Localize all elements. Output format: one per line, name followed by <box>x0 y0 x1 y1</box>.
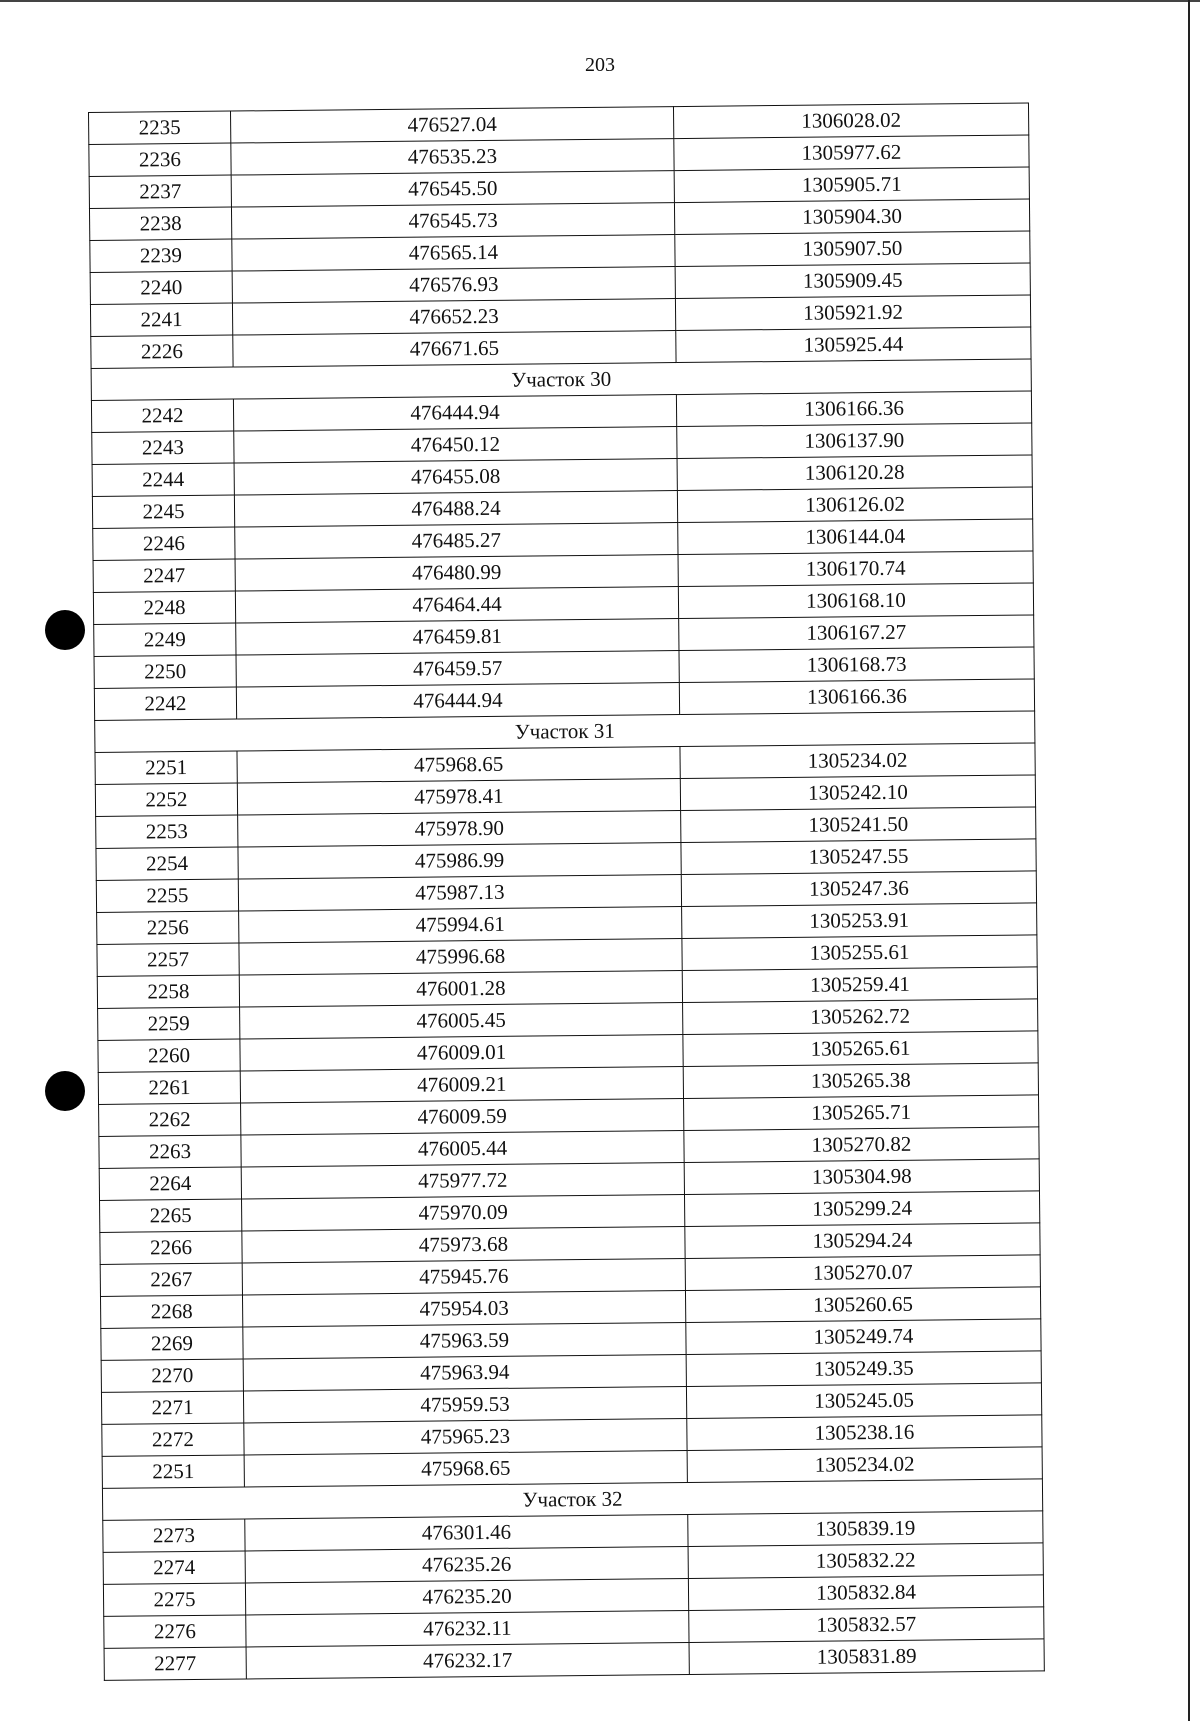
point-number-cell: 2252 <box>95 783 237 816</box>
x-coordinate-cell: 475970.09 <box>242 1195 685 1231</box>
point-number-cell: 2272 <box>102 1423 244 1456</box>
point-number-cell: 2241 <box>90 303 232 336</box>
point-number-cell: 2277 <box>104 1647 246 1680</box>
point-number-cell: 2242 <box>91 399 233 432</box>
x-coordinate-cell: 476535.23 <box>231 139 674 175</box>
coordinates-table-body <box>89 103 1045 1680</box>
y-coordinate-cell: 1305234.02 <box>687 1447 1042 1483</box>
x-coordinate-cell: 475977.72 <box>241 1163 684 1199</box>
sheet-top-edge <box>0 0 1200 2</box>
y-coordinate-cell: 1305832.57 <box>689 1607 1044 1643</box>
point-number-cell: 2270 <box>101 1359 243 1392</box>
x-coordinate-cell: 476455.08 <box>234 459 677 495</box>
x-coordinate-cell: 476545.73 <box>231 203 674 239</box>
x-coordinate-cell: 476485.27 <box>235 523 678 559</box>
point-number-cell: 2253 <box>96 815 238 848</box>
x-coordinate-cell: 475973.68 <box>242 1227 685 1263</box>
x-coordinate-cell: 475963.59 <box>243 1323 686 1359</box>
x-coordinate-cell: 476480.99 <box>235 555 678 591</box>
point-number-cell: 2235 <box>89 111 231 144</box>
y-coordinate-cell: 1305904.30 <box>674 199 1029 235</box>
x-coordinate-cell: 476459.57 <box>236 651 679 687</box>
point-number-cell: 2257 <box>97 943 239 976</box>
y-coordinate-cell: 1306168.73 <box>679 647 1034 683</box>
y-coordinate-cell: 1305909.45 <box>675 263 1030 299</box>
point-number-cell: 2242 <box>94 687 236 720</box>
x-coordinate-cell: 476232.17 <box>246 1642 689 1678</box>
x-coordinate-cell: 476009.59 <box>241 1099 684 1135</box>
y-coordinate-cell: 1305839.19 <box>688 1511 1043 1547</box>
y-coordinate-cell: 1305832.22 <box>688 1543 1043 1579</box>
x-coordinate-cell: 476235.26 <box>245 1546 688 1582</box>
y-coordinate-cell: 1305270.82 <box>684 1127 1039 1163</box>
y-coordinate-cell: 1305299.24 <box>684 1191 1039 1227</box>
point-number-cell: 2254 <box>96 847 238 880</box>
point-number-cell: 2267 <box>100 1263 242 1296</box>
x-coordinate-cell: 476232.11 <box>246 1610 689 1646</box>
point-number-cell: 2238 <box>89 207 231 240</box>
y-coordinate-cell: 1305304.98 <box>684 1159 1039 1195</box>
coordinates-table <box>88 102 1045 1680</box>
point-number-cell: 2276 <box>104 1615 246 1648</box>
y-coordinate-cell: 1305245.05 <box>686 1383 1041 1419</box>
point-number-cell: 2275 <box>103 1583 245 1616</box>
x-coordinate-cell: 476444.94 <box>236 683 679 719</box>
x-coordinate-cell: 476009.01 <box>240 1035 683 1071</box>
x-coordinate-cell: 475959.53 <box>243 1387 686 1423</box>
y-coordinate-cell: 1305294.24 <box>685 1223 1040 1259</box>
point-number-cell: 2259 <box>98 1007 240 1040</box>
punch-hole <box>45 1071 85 1111</box>
sheet-right-edge <box>1188 0 1190 1721</box>
x-coordinate-cell: 476001.28 <box>239 971 682 1007</box>
x-coordinate-cell: 475963.94 <box>243 1355 686 1391</box>
x-coordinate-cell: 475954.03 <box>242 1291 685 1327</box>
x-coordinate-cell: 476652.23 <box>232 299 675 335</box>
x-coordinate-cell: 476527.04 <box>230 107 673 143</box>
point-number-cell: 2262 <box>99 1103 241 1136</box>
y-coordinate-cell: 1305265.38 <box>683 1063 1038 1099</box>
x-coordinate-cell: 475978.90 <box>238 811 681 847</box>
y-coordinate-cell: 1305921.92 <box>675 295 1030 331</box>
x-coordinate-cell: 476444.94 <box>233 395 676 431</box>
point-number-cell: 2226 <box>91 335 233 368</box>
y-coordinate-cell: 1306028.02 <box>673 103 1028 139</box>
point-number-cell: 2251 <box>102 1455 244 1488</box>
point-number-cell: 2240 <box>90 271 232 304</box>
x-coordinate-cell: 475978.41 <box>237 779 680 815</box>
point-number-cell: 2250 <box>94 655 236 688</box>
point-number-cell: 2265 <box>100 1199 242 1232</box>
y-coordinate-cell: 1305247.55 <box>681 839 1036 875</box>
point-number-cell: 2268 <box>100 1295 242 1328</box>
x-coordinate-cell: 475968.65 <box>237 747 680 783</box>
y-coordinate-cell: 1305247.36 <box>681 871 1036 907</box>
x-coordinate-cell: 476005.45 <box>240 1003 683 1039</box>
point-number-cell: 2271 <box>101 1391 243 1424</box>
y-coordinate-cell: 1305249.35 <box>686 1351 1041 1387</box>
point-number-cell: 2256 <box>97 911 239 944</box>
y-coordinate-cell: 1305262.72 <box>683 999 1038 1035</box>
point-number-cell: 2244 <box>92 463 234 496</box>
point-number-cell: 2258 <box>97 975 239 1008</box>
x-coordinate-cell: 476671.65 <box>233 331 676 367</box>
x-coordinate-cell: 476450.12 <box>234 427 677 463</box>
y-coordinate-cell: 1305905.71 <box>674 167 1029 203</box>
y-coordinate-cell: 1306144.04 <box>678 519 1033 555</box>
x-coordinate-cell: 476009.21 <box>240 1067 683 1103</box>
y-coordinate-cell: 1305270.07 <box>685 1255 1040 1291</box>
y-coordinate-cell: 1305249.74 <box>686 1319 1041 1355</box>
x-coordinate-cell: 476576.93 <box>232 267 675 303</box>
x-coordinate-cell: 475986.99 <box>238 843 681 879</box>
point-number-cell: 2263 <box>99 1135 241 1168</box>
point-number-cell: 2236 <box>89 143 231 176</box>
x-coordinate-cell: 476459.81 <box>236 619 679 655</box>
point-number-cell: 2249 <box>94 623 236 656</box>
point-number-cell: 2248 <box>93 591 235 624</box>
point-number-cell: 2246 <box>93 527 235 560</box>
point-number-cell: 2239 <box>90 239 232 272</box>
x-coordinate-cell: 475945.76 <box>242 1259 685 1295</box>
y-coordinate-cell: 1306137.90 <box>677 423 1032 459</box>
y-coordinate-cell: 1306166.36 <box>676 391 1031 427</box>
section-title: Участок 30 <box>91 359 1031 401</box>
y-coordinate-cell: 1305265.61 <box>683 1031 1038 1067</box>
y-coordinate-cell: 1305265.71 <box>684 1095 1039 1131</box>
y-coordinate-cell: 1305977.62 <box>674 135 1029 171</box>
y-coordinate-cell: 1305255.61 <box>682 935 1037 971</box>
point-number-cell: 2251 <box>95 751 237 784</box>
point-number-cell: 2274 <box>103 1551 245 1584</box>
point-number-cell: 2255 <box>96 879 238 912</box>
x-coordinate-cell: 476005.44 <box>241 1131 684 1167</box>
x-coordinate-cell: 476488.24 <box>234 491 677 527</box>
x-coordinate-cell: 475994.61 <box>239 907 682 943</box>
y-coordinate-cell: 1306166.36 <box>679 679 1034 715</box>
x-coordinate-cell: 476301.46 <box>245 1515 688 1551</box>
y-coordinate-cell: 1306126.02 <box>677 487 1032 523</box>
point-number-cell: 2237 <box>89 175 231 208</box>
section-title: Участок 32 <box>102 1479 1042 1521</box>
point-number-cell: 2247 <box>93 559 235 592</box>
x-coordinate-cell: 475968.65 <box>244 1451 687 1487</box>
point-number-cell: 2245 <box>92 495 234 528</box>
x-coordinate-cell: 476545.50 <box>231 171 674 207</box>
y-coordinate-cell: 1305832.84 <box>688 1575 1043 1611</box>
y-coordinate-cell: 1306170.74 <box>678 551 1033 587</box>
section-title: Участок 31 <box>95 711 1035 753</box>
y-coordinate-cell: 1305831.89 <box>689 1639 1044 1675</box>
point-number-cell: 2260 <box>98 1039 240 1072</box>
point-number-cell: 2273 <box>103 1519 245 1552</box>
y-coordinate-cell: 1305253.91 <box>682 903 1037 939</box>
x-coordinate-cell: 475987.13 <box>238 875 681 911</box>
y-coordinate-cell: 1305925.44 <box>676 327 1031 363</box>
y-coordinate-cell: 1305259.41 <box>682 967 1037 1003</box>
point-number-cell: 2243 <box>92 431 234 464</box>
x-coordinate-cell: 475996.68 <box>239 939 682 975</box>
y-coordinate-cell: 1305907.50 <box>675 231 1030 267</box>
coordinates-table-wrapper <box>88 102 1045 1680</box>
x-coordinate-cell: 476565.14 <box>232 235 675 271</box>
point-number-cell: 2261 <box>98 1071 240 1104</box>
y-coordinate-cell: 1306120.28 <box>677 455 1032 491</box>
x-coordinate-cell: 476235.20 <box>245 1578 688 1614</box>
y-coordinate-cell: 1306167.27 <box>679 615 1034 651</box>
point-number-cell: 2266 <box>100 1231 242 1264</box>
point-number-cell: 2264 <box>99 1167 241 1200</box>
y-coordinate-cell: 1305242.10 <box>680 775 1035 811</box>
x-coordinate-cell: 476464.44 <box>235 587 678 623</box>
y-coordinate-cell: 1305260.65 <box>685 1287 1040 1323</box>
y-coordinate-cell: 1305234.02 <box>680 743 1035 779</box>
y-coordinate-cell: 1305238.16 <box>687 1415 1042 1451</box>
y-coordinate-cell: 1306168.10 <box>678 583 1033 619</box>
x-coordinate-cell: 475965.23 <box>244 1419 687 1455</box>
punch-hole <box>45 610 85 650</box>
point-number-cell: 2269 <box>101 1327 243 1360</box>
page-number: 203 <box>585 54 615 76</box>
y-coordinate-cell: 1305241.50 <box>681 807 1036 843</box>
